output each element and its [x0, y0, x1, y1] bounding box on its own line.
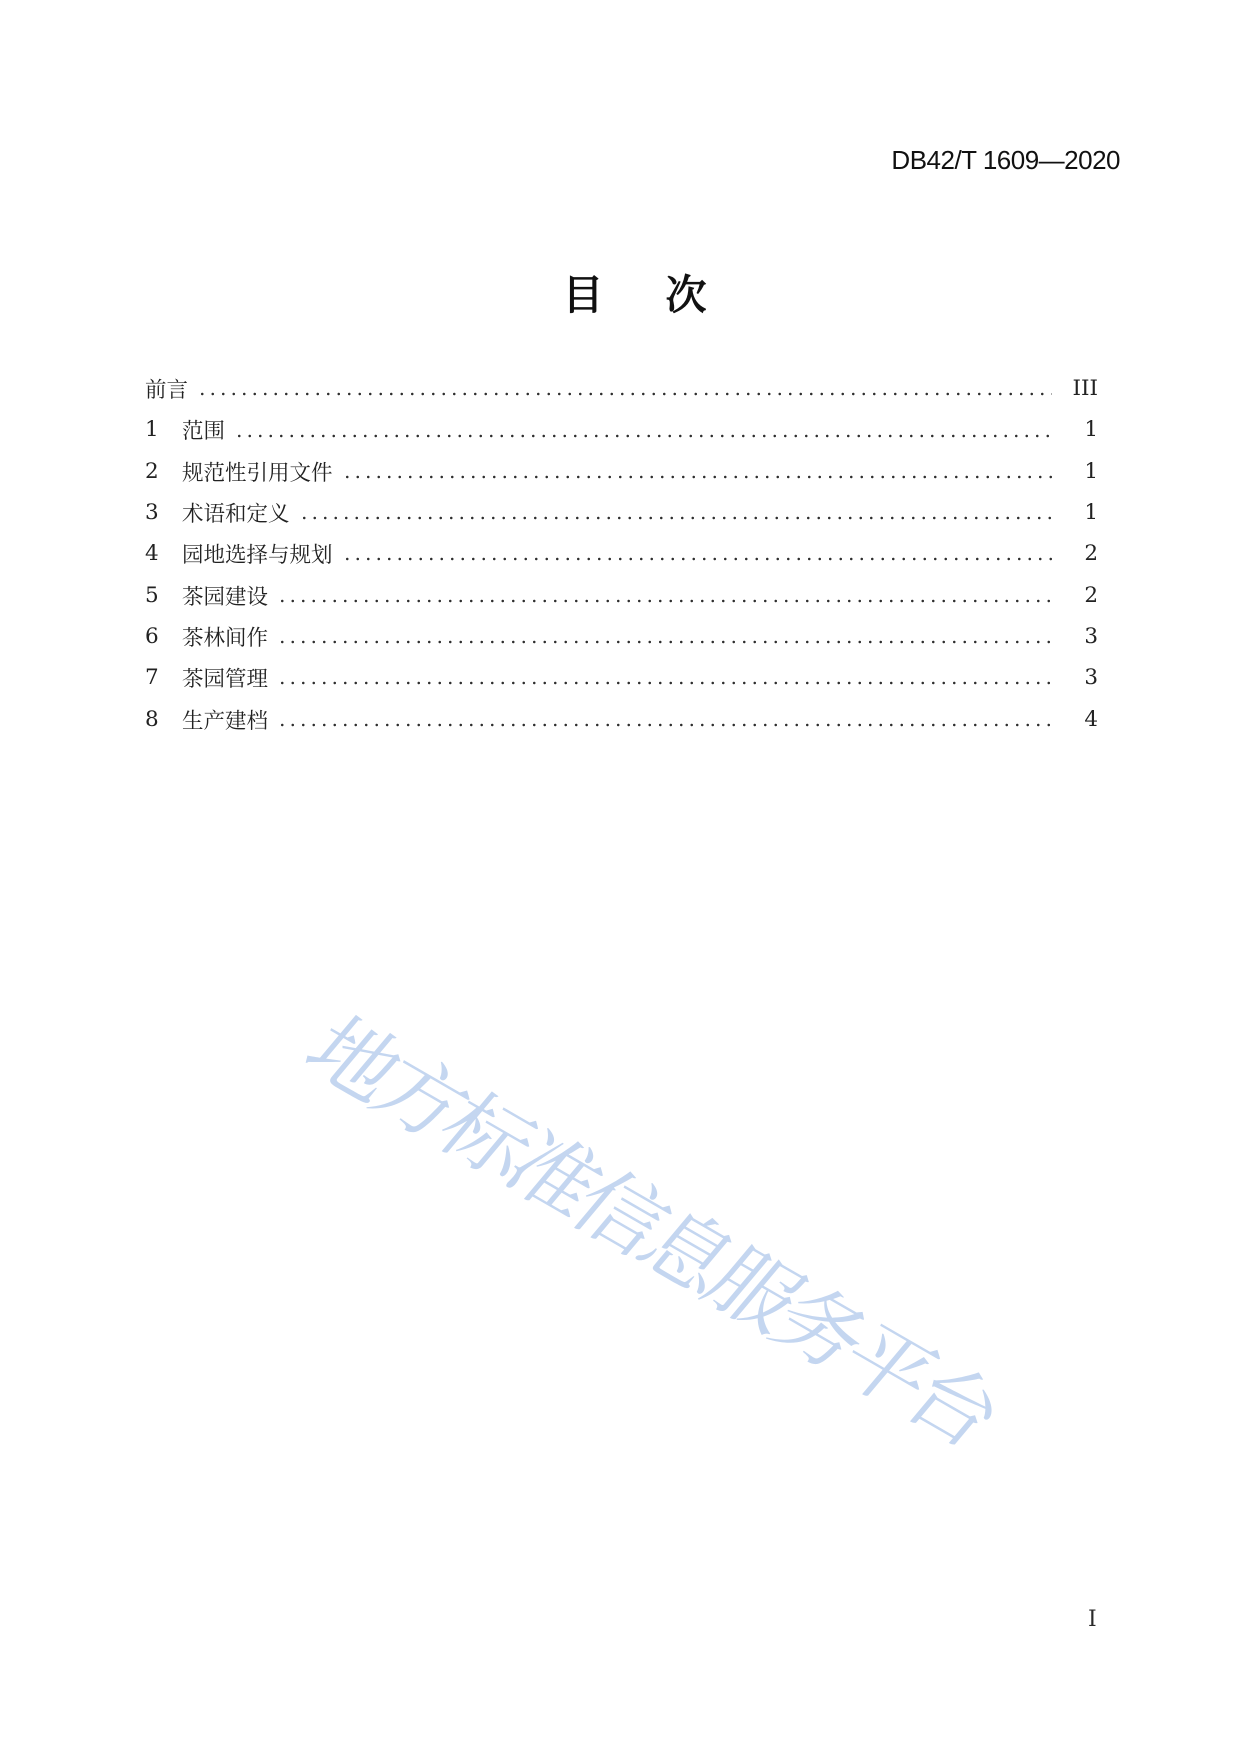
toc-entry-page: 3 — [1084, 623, 1098, 649]
toc-leader-dots — [277, 698, 1052, 739]
toc-row — [145, 616, 1098, 657]
toc-entry-number: 5 — [145, 582, 159, 608]
toc-leader-dots — [277, 616, 1052, 657]
page-title — [0, 262, 1241, 321]
toc-leader-dots — [197, 368, 1052, 409]
footer-page-number: I — [1088, 1607, 1097, 1632]
toc-leader-dots — [277, 657, 1052, 698]
toc-entry-label: 生产建档 — [182, 708, 269, 734]
toc-entry-label: 规范性引用文件 — [182, 460, 333, 486]
toc-leader-dots — [342, 451, 1052, 492]
toc-row — [145, 574, 1098, 615]
toc-row — [145, 451, 1098, 492]
toc-entry-label: 茶园管理 — [182, 667, 269, 693]
toc-entry-label: 范围 — [182, 419, 226, 445]
toc-entry-label: 茶园建设 — [182, 584, 269, 610]
toc-row — [145, 492, 1098, 533]
toc-entry-number: 7 — [145, 665, 159, 691]
toc-row — [145, 698, 1098, 739]
toc-entry-page: 4 — [1084, 706, 1098, 732]
toc-leader-dots — [342, 533, 1052, 574]
toc-row — [145, 368, 1098, 409]
toc-entry-label: 术语和定义 — [182, 502, 290, 528]
toc-entry-number: 1 — [145, 417, 159, 443]
toc-entry-number: 3 — [145, 500, 159, 526]
toc-entry-page: 3 — [1084, 665, 1098, 691]
toc-entry-page: 1 — [1084, 458, 1098, 484]
table-of-contents — [145, 368, 1098, 740]
page-title-char-1: 目 — [562, 271, 604, 319]
toc-entry-number: 8 — [145, 706, 159, 732]
toc-entry-number: 2 — [145, 458, 159, 484]
toc-entry-page: 1 — [1084, 417, 1098, 443]
toc-entry-page: 2 — [1084, 541, 1098, 567]
toc-entry-label: 茶林间作 — [182, 625, 269, 651]
diagonal-watermark: 地方标准信息服务平台 — [285, 1000, 1017, 1462]
toc-leader-dots — [299, 492, 1052, 533]
toc-leader-dots — [277, 574, 1052, 615]
toc-entry-number: 4 — [145, 541, 159, 567]
toc-entry-label: 园地选择与规划 — [182, 543, 333, 569]
toc-entry-number: 6 — [145, 623, 159, 649]
toc-entry-label: 前言 — [145, 378, 189, 404]
page-title-char-2: 次 — [665, 271, 707, 319]
toc-entry-page: 2 — [1084, 582, 1098, 608]
toc-entry-page: III — [1072, 376, 1098, 402]
toc-leader-dots — [234, 409, 1052, 450]
toc-row — [145, 533, 1098, 574]
toc-row — [145, 657, 1098, 698]
toc-entry-page: 1 — [1084, 500, 1098, 526]
standard-code-header: DB42/T 1609—2020 — [891, 145, 1120, 175]
toc-row — [145, 409, 1098, 450]
